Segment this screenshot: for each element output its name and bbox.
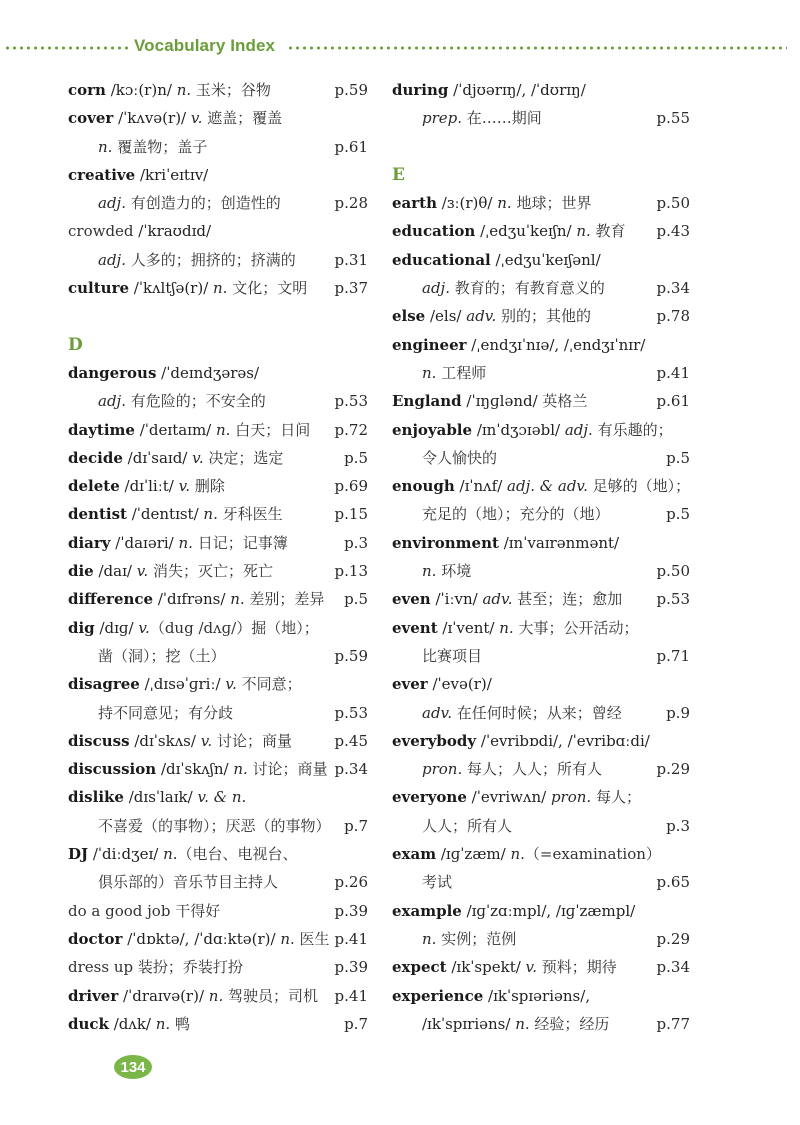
definition: 甚至；连；愈加 — [512, 590, 623, 609]
vocab-entry — [68, 387, 368, 415]
part-of-speech: n. — [422, 562, 437, 581]
part-of-speech: adv. — [466, 307, 497, 326]
definition: 环境 — [436, 562, 472, 581]
pronunciation: /ˈiːvn/ — [430, 590, 483, 609]
vocab-entry — [392, 217, 690, 245]
vocab-entry — [68, 246, 368, 274]
section-gap — [68, 302, 368, 330]
part-of-speech: n. — [203, 505, 218, 524]
page-ref: p.53 — [334, 703, 368, 722]
definition: 消失；灭亡；死亡 — [148, 562, 273, 581]
definition: 令人愉快的 — [422, 448, 498, 467]
vocab-entry — [68, 76, 368, 104]
header-dots-right — [287, 46, 787, 50]
vocab-entry — [392, 670, 690, 698]
definition: 文化；文明 — [227, 279, 308, 298]
pronunciation: /daɪ/ — [93, 562, 137, 581]
vocab-entry — [392, 104, 690, 132]
vocab-entry — [68, 1010, 368, 1038]
vocab-entry — [68, 925, 368, 953]
pronunciation: /ɪɡˈzɑːmpl/, /ɪɡˈzæmpl/ — [461, 901, 636, 920]
phrase: do a good job — [68, 901, 171, 920]
vocab-entry — [392, 727, 690, 755]
part-of-speech: prep. — [422, 109, 463, 128]
definition: 持不同意见；有分歧 — [98, 703, 234, 722]
headword: even — [392, 590, 431, 609]
vocab-entry — [392, 331, 690, 359]
vocab-entry — [68, 104, 368, 132]
vocab-entry — [392, 868, 690, 896]
vocab-entry — [68, 755, 368, 783]
page-ref: p.43 — [656, 222, 690, 241]
page-number-badge — [114, 1055, 152, 1079]
pronunciation: /dɪˈsaɪd/ — [122, 448, 193, 467]
vocab-entry — [68, 189, 368, 217]
vocab-entry — [392, 642, 690, 670]
part-of-speech: v. — [138, 618, 150, 637]
headword: die — [68, 562, 94, 581]
pronunciation: /ˈdɪfrəns/ — [153, 590, 231, 609]
definition: 工程师 — [436, 363, 487, 382]
page-ref: p.5 — [666, 505, 690, 524]
headword: DJ — [68, 845, 89, 864]
vocab-entry — [392, 1010, 690, 1038]
vocab-entry — [392, 699, 690, 727]
vocab-entry — [68, 953, 368, 981]
headword: creative — [68, 165, 136, 184]
vocab-entry — [392, 557, 690, 585]
vocab-entry — [68, 614, 368, 642]
page-ref: p.45 — [334, 731, 368, 750]
part-of-speech: adj. — [98, 194, 126, 213]
headword: disagree — [68, 675, 140, 694]
vocab-entry — [68, 812, 368, 840]
page-ref: p.7 — [344, 816, 368, 835]
pronunciation: /ˈdɒktə/, /ˈdɑːktə(r)/ — [122, 929, 281, 948]
pronunciation: /ˌedʒuˈkeɪʃənl/ — [490, 250, 601, 269]
right-column — [392, 76, 690, 1038]
vocab-entry — [68, 161, 368, 189]
part-of-speech: n. — [497, 194, 512, 213]
pronunciation: /ˈkraʊdɪd/ — [133, 222, 212, 241]
page-ref: p.5 — [344, 590, 368, 609]
page-ref: p.65 — [656, 873, 690, 892]
definition: 足够的（地）； — [587, 477, 691, 496]
vocab-entry — [68, 840, 368, 868]
page-number: 134 — [120, 1058, 146, 1076]
vocab-entry — [392, 416, 690, 444]
part-of-speech: v. — [525, 958, 538, 977]
vocab-entry — [68, 783, 368, 811]
page-ref: p.39 — [334, 958, 368, 977]
pronunciation: /ˈɪŋɡlənd/ — [461, 392, 543, 411]
definition: 讨论；商量 — [247, 760, 328, 779]
page-ref: p.5 — [666, 448, 690, 467]
headword: else — [392, 307, 426, 326]
headword: everyone — [392, 788, 467, 807]
part-of-speech: v. — [136, 562, 149, 581]
headword: dislike — [68, 788, 124, 807]
pronunciation: /ˈdraɪvə(r)/ — [118, 986, 209, 1005]
definition: 每人；人人；所有人 — [462, 760, 603, 779]
page-ref: p.3 — [666, 816, 690, 835]
definition: 经验；经历 — [529, 1014, 610, 1033]
page-ref: p.9 — [666, 703, 690, 722]
definition: 在任何时候；从来；曾经 — [452, 703, 622, 722]
definition: 白天；日间 — [230, 420, 311, 439]
part-of-speech: adj. — [564, 420, 593, 439]
pronunciation: /ɪkˈspekt/ — [446, 958, 526, 977]
pronunciation: /ˌdɪsəˈɡriː/ — [139, 675, 226, 694]
part-of-speech: v. — [192, 448, 204, 467]
definition: 预料；期待 — [537, 958, 617, 977]
part-of-speech: n. — [163, 845, 178, 864]
page-ref: p.53 — [334, 392, 368, 411]
vocab-entry — [68, 670, 368, 698]
header-title: Vocabulary Index — [134, 36, 276, 55]
definition: 俱乐部的）音乐节目主持人 — [98, 873, 279, 892]
vocab-entry — [392, 982, 690, 1010]
part-of-speech: v. — [178, 477, 191, 496]
definition: 装扮；乔装打扮 — [133, 958, 243, 977]
definition: 日记；记事簿 — [192, 533, 288, 552]
page-ref: p.50 — [656, 194, 690, 213]
part-of-speech: n. — [208, 986, 224, 1005]
headword: during — [392, 81, 449, 99]
page-ref: p.37 — [334, 279, 368, 298]
pronunciation: /els/ — [425, 307, 467, 326]
page-ref: p.34 — [656, 279, 690, 298]
headword: dig — [68, 618, 95, 637]
page-ref: p.29 — [656, 760, 690, 779]
vocab-entry — [68, 699, 368, 727]
page-ref: p.3 — [344, 533, 368, 552]
page-ref: p.34 — [656, 958, 690, 977]
definition: 讨论；商量 — [212, 731, 292, 750]
definition: 教育的；有教育意义的 — [449, 279, 605, 298]
part-of-speech: n. — [515, 1014, 530, 1033]
vocab-entry — [68, 472, 368, 500]
page-ref: p.72 — [334, 420, 368, 439]
headword: dentist — [68, 505, 127, 524]
part-of-speech: n. — [510, 845, 525, 864]
pronunciation: /ˈkʌltʃə(r)/ — [129, 279, 214, 298]
definition: 干得好 — [170, 901, 221, 920]
headword: education — [392, 222, 476, 241]
definition: （电台、电视台、 — [177, 845, 298, 864]
definition: 牙科医生 — [217, 505, 283, 524]
page-ref: p.55 — [656, 109, 690, 128]
headword: diary — [68, 533, 111, 552]
part-of-speech: n. — [178, 533, 193, 552]
vocab-entry — [392, 246, 690, 274]
page-ref: p.34 — [334, 760, 368, 779]
vocab-entry — [68, 642, 368, 670]
headword: discussion — [68, 760, 157, 779]
part-of-speech: n. — [230, 590, 245, 609]
definition: 驾驶员；司机 — [223, 986, 318, 1005]
vocab-entry — [68, 529, 368, 557]
definition: 有危险的；不安全的 — [125, 392, 266, 411]
headword: expect — [392, 958, 447, 977]
section-gap — [392, 133, 690, 161]
vocab-entry — [68, 557, 368, 585]
pronunciation: /kɔː(r)n/ — [105, 81, 177, 99]
vocab-entry — [392, 840, 690, 868]
vocab-entry — [392, 302, 690, 330]
pronunciation: /ɪnˈvaɪrənmənt/ — [498, 533, 620, 552]
definition: 英格兰 — [542, 392, 588, 411]
vocab-entry — [392, 472, 690, 500]
pronunciation: /ɪˈnʌf/ — [454, 477, 508, 496]
section-letter: D — [68, 334, 83, 355]
definition: 每人； — [591, 788, 641, 807]
headword: delete — [68, 477, 120, 496]
left-column — [68, 76, 368, 1038]
part-of-speech: adv. — [422, 703, 453, 722]
headword: educational — [392, 250, 491, 269]
definition: 覆盖物；盖子 — [112, 137, 208, 156]
pronunciation: /ˈdeɪndʒərəs/ — [156, 363, 260, 382]
pronunciation: /kriˈeɪtɪv/ — [135, 165, 209, 184]
vocab-entry — [392, 897, 690, 925]
pronunciation: /ɜː(r)θ/ — [437, 194, 498, 213]
pronunciation: /ˈevribɒdi/, /ˈevribɑːdi/ — [476, 731, 650, 750]
headword: driver — [68, 986, 119, 1005]
definition: 遮盖；覆盖 — [202, 109, 283, 128]
pronunciation: /dɪsˈlaɪk/ — [123, 788, 198, 807]
headword: duck — [68, 1014, 109, 1033]
definition: 玉米；谷物 — [191, 81, 271, 99]
page-ref: p.59 — [334, 81, 368, 99]
headword: engineer — [392, 335, 467, 354]
page-header — [0, 36, 800, 60]
part-of-speech: adj. — [98, 250, 126, 269]
page-ref: p.29 — [656, 929, 690, 948]
definition: 考试 — [422, 873, 453, 892]
headword: experience — [392, 986, 484, 1005]
definition: 差别；差异 — [244, 590, 325, 609]
definition: （dug /dʌɡ/）掘（地）； — [149, 618, 319, 637]
definition: 比赛项目 — [422, 646, 483, 665]
vocab-entry — [392, 529, 690, 557]
definition: 教育 — [590, 222, 626, 241]
part-of-speech: n. — [499, 618, 514, 637]
part-of-speech: n. — [98, 137, 113, 156]
part-of-speech: v. & n. — [197, 788, 247, 807]
headword: doctor — [68, 929, 123, 948]
headword: England — [392, 392, 462, 411]
vocab-entry — [68, 868, 368, 896]
header-dots-left — [4, 46, 130, 50]
vocab-entry — [392, 387, 690, 415]
definition: 地球；世界 — [511, 194, 592, 213]
definition: 人人；所有人 — [422, 816, 513, 835]
part-of-speech: v. — [225, 675, 237, 694]
part-of-speech: adv. — [482, 590, 513, 609]
part-of-speech: n. — [233, 760, 248, 779]
vocab-entry — [392, 812, 690, 840]
page-ref: p.26 — [334, 873, 368, 892]
pronunciation: /ˈdiːdʒeɪ/ — [88, 845, 164, 864]
page-ref: p.41 — [656, 363, 690, 382]
headword: discuss — [68, 731, 130, 750]
vocab-entry — [68, 416, 368, 444]
vocab-entry — [392, 444, 690, 472]
definition: 不喜爱（的事物）；厌恶（的事物） — [98, 816, 331, 835]
headword: daytime — [68, 420, 135, 439]
page-ref: p.15 — [334, 505, 368, 524]
section-letter: E — [392, 164, 405, 185]
headword: everybody — [392, 731, 477, 750]
part-of-speech: n. — [422, 363, 437, 382]
part-of-speech: n. — [280, 929, 295, 948]
definition: （=examination） — [524, 845, 661, 864]
page-ref: p.7 — [344, 1014, 368, 1033]
vocab-entry — [392, 953, 690, 981]
pronunciation: /ˈdeɪtaɪm/ — [134, 420, 217, 439]
headword: exam — [392, 845, 437, 864]
headword: decide — [68, 448, 123, 467]
definition: 决定；选定 — [203, 448, 284, 467]
page-ref: p.77 — [656, 1014, 690, 1033]
pronunciation: /dɪˈskʌs/ — [129, 731, 201, 750]
part-of-speech: v. — [190, 109, 203, 128]
pronunciation: /ˈevə(r)/ — [427, 675, 492, 694]
vocab-entry — [392, 783, 690, 811]
pronunciation: /ɪkˈspɪriəns/ — [422, 1014, 516, 1033]
headword: environment — [392, 533, 499, 552]
headword: example — [392, 901, 462, 920]
definition: 别的；其他的 — [496, 307, 592, 326]
page-ref: p.13 — [334, 562, 368, 581]
part-of-speech: adj. — [98, 392, 126, 411]
vocab-entry — [68, 133, 368, 161]
definition: 充足的（地）；充分的（地） — [422, 505, 610, 524]
pronunciation: /dʌk/ — [108, 1014, 156, 1033]
vocab-entry — [392, 359, 690, 387]
definition: 有乐趣的； — [592, 420, 673, 439]
vocab-entry — [392, 189, 690, 217]
pronunciation: /ˈevriwʌn/ — [466, 788, 551, 807]
pronunciation: /dɪɡ/ — [94, 618, 139, 637]
pronunciation: /dɪˈliːt/ — [119, 477, 179, 496]
vocab-entry — [392, 925, 690, 953]
pronunciation: /dɪˈskʌʃn/ — [156, 760, 234, 779]
pronunciation: /ˌendʒɪˈnɪə/, /ˌendʒɪˈnɪr/ — [466, 335, 646, 354]
definition: 医生 — [294, 929, 330, 948]
pronunciation: /ˈdjʊərɪŋ/, /ˈdʊrɪŋ/ — [448, 81, 586, 99]
vocab-entry — [68, 500, 368, 528]
pronunciation: /ɪɡˈzæm/ — [436, 845, 511, 864]
definition: 有创造力的；创造性的 — [125, 194, 281, 213]
vocab-entry — [392, 614, 690, 642]
vocab-entry — [392, 274, 690, 302]
page-ref: p.59 — [334, 646, 368, 665]
pronunciation: /ɪnˈdʒɔɪəbl/ — [472, 420, 565, 439]
page-ref: p.39 — [334, 901, 368, 920]
definition: 大事；公开活动； — [513, 618, 639, 637]
part-of-speech: pron. — [422, 760, 463, 779]
headword: enjoyable — [392, 420, 473, 439]
part-of-speech: adj. & adv. — [507, 477, 588, 496]
headword: ever — [392, 675, 428, 694]
part-of-speech: n. — [216, 420, 231, 439]
page-ref: p.61 — [334, 137, 368, 156]
vocab-entry — [68, 982, 368, 1010]
definition: 实例；范例 — [436, 929, 517, 948]
page-ref: p.5 — [344, 448, 368, 467]
page-ref: p.53 — [656, 590, 690, 609]
vocab-entry — [68, 585, 368, 613]
part-of-speech: n. — [213, 279, 228, 298]
headword: culture — [68, 279, 130, 298]
pronunciation: /ˌedʒuˈkeɪʃn/ — [475, 222, 577, 241]
part-of-speech: pron. — [550, 788, 592, 807]
pronunciation: /ɪˈvent/ — [437, 618, 500, 637]
vocab-entry — [68, 444, 368, 472]
vocab-entry — [392, 76, 690, 104]
page-ref: p.50 — [656, 562, 690, 581]
part-of-speech: n. — [576, 222, 591, 241]
headword: dangerous — [68, 363, 157, 382]
pronunciation: /ˈkʌvə(r)/ — [113, 109, 191, 128]
headword: event — [392, 618, 438, 637]
headword: earth — [392, 194, 437, 213]
definition: 凿（洞）；挖（土） — [98, 646, 226, 665]
vocab-entry — [68, 217, 368, 245]
part-of-speech: adj. — [422, 279, 450, 298]
part-of-speech: n. — [155, 1014, 171, 1033]
vocab-entry — [68, 897, 368, 925]
page-ref: p.28 — [334, 194, 368, 213]
headword: difference — [68, 590, 154, 609]
definition: 鸭 — [170, 1014, 190, 1033]
part-of-speech: n. — [176, 81, 192, 99]
definition: 不同意； — [236, 675, 302, 694]
page-ref: p.41 — [334, 929, 368, 948]
page-ref: p.71 — [656, 646, 690, 665]
vocab-entry — [392, 585, 690, 613]
phrase: crowded — [68, 222, 134, 241]
definition: 人多的；拥挤的；挤满的 — [125, 250, 296, 269]
pronunciation: /ˈdentɪst/ — [126, 505, 204, 524]
headword: enough — [392, 477, 455, 496]
vocab-entry — [68, 274, 368, 302]
page-ref: p.41 — [334, 986, 368, 1005]
page-ref: p.78 — [656, 307, 690, 326]
vocab-entry — [392, 500, 690, 528]
page-ref: p.31 — [334, 250, 368, 269]
vocab-entry — [392, 755, 690, 783]
part-of-speech: n. — [422, 929, 437, 948]
headword: corn — [68, 81, 106, 99]
pronunciation: /ˈdaɪəri/ — [110, 533, 179, 552]
definition: 在……期间 — [462, 109, 542, 128]
page-ref: p.61 — [656, 392, 690, 411]
phrase: dress up — [68, 958, 134, 977]
vocab-entry — [68, 359, 368, 387]
definition: 删除 — [190, 477, 225, 496]
part-of-speech: v. — [200, 731, 213, 750]
page-ref: p.69 — [334, 477, 368, 496]
headword: cover — [68, 109, 114, 128]
pronunciation: /ɪkˈspɪəriəns/, — [483, 986, 591, 1005]
vocab-entry — [68, 727, 368, 755]
